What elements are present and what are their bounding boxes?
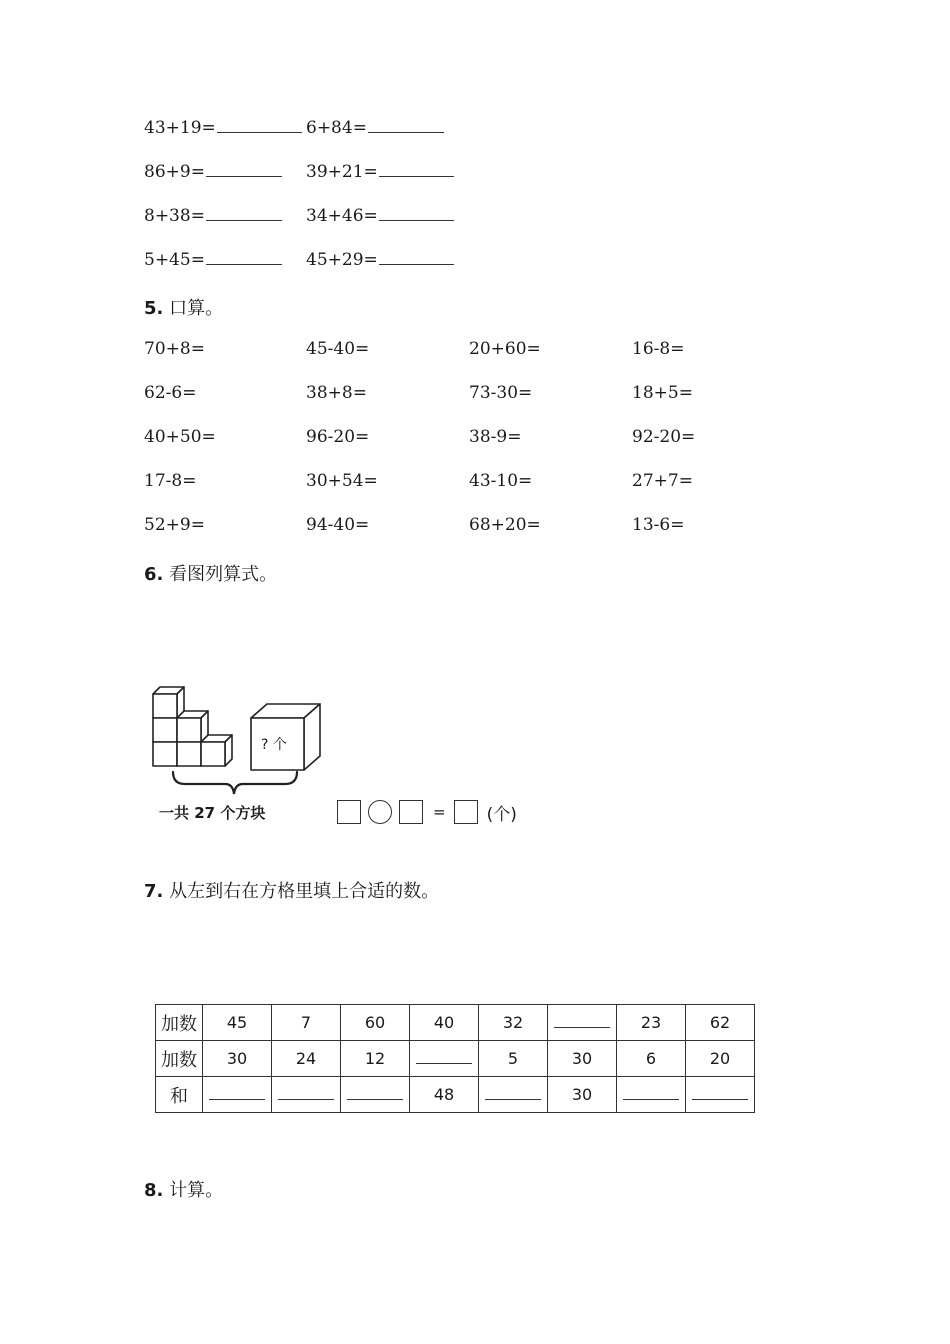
table-cell: 45 — [203, 1005, 272, 1041]
answer-box[interactable] — [399, 800, 423, 824]
answer-blank[interactable] — [379, 219, 454, 221]
equals-sign: = — [433, 803, 446, 821]
row-header: 加数 — [156, 1041, 203, 1077]
unit-label: (个) — [486, 804, 517, 825]
table-cell-blank[interactable] — [203, 1077, 272, 1113]
mental-math-item: 96-20= — [306, 427, 370, 447]
expression: 5+45= — [144, 250, 205, 270]
table-cell-blank[interactable] — [686, 1077, 755, 1113]
question-title: 看图列算式。 — [169, 564, 278, 585]
answer-blank[interactable] — [368, 131, 444, 133]
mental-math-item: 52+9= — [144, 515, 205, 535]
answer-blank[interactable] — [379, 263, 454, 265]
table-cell: 62 — [686, 1005, 755, 1041]
table-cell-blank[interactable] — [617, 1077, 686, 1113]
mental-math-item: 62-6= — [144, 383, 197, 403]
question-title: 口算。 — [169, 298, 224, 319]
answer-blank[interactable] — [485, 1085, 541, 1100]
mental-math-item: 38-9= — [469, 427, 522, 447]
mental-math-item: 68+20= — [469, 515, 541, 535]
answer-blank[interactable] — [206, 263, 282, 265]
answer-blank[interactable] — [206, 175, 282, 177]
table-cell: 12 — [341, 1041, 410, 1077]
table-cell: 5 — [479, 1041, 548, 1077]
cube-figure — [145, 676, 555, 836]
mental-math-item: 43-10= — [469, 471, 533, 491]
mental-math-item: 38+8= — [306, 383, 367, 403]
table-row — [156, 1077, 755, 1113]
result-box[interactable] — [454, 800, 478, 824]
row-header: 加数 — [156, 1005, 203, 1041]
answer-equation — [337, 797, 517, 827]
question-8-heading — [144, 1176, 223, 1202]
answer-blank[interactable] — [623, 1085, 679, 1100]
answer-box[interactable] — [337, 800, 361, 824]
question-6-heading — [144, 560, 277, 586]
question-number: 5. — [144, 298, 164, 319]
answer-blank[interactable] — [379, 175, 454, 177]
answer-blank[interactable] — [692, 1085, 748, 1100]
exercise-item — [306, 162, 454, 182]
mental-math-item: 17-8= — [144, 471, 197, 491]
exercise-item — [144, 206, 282, 226]
answer-blank[interactable] — [217, 131, 302, 133]
question-number: 8. — [144, 1180, 164, 1201]
exercise-item — [144, 162, 282, 182]
question-title: 计算。 — [169, 1180, 224, 1201]
table-cell: 30 — [548, 1041, 617, 1077]
mental-math-item: 73-30= — [469, 383, 533, 403]
table-cell: 24 — [272, 1041, 341, 1077]
table-cell: 30 — [203, 1041, 272, 1077]
table-cell: 60 — [341, 1005, 410, 1041]
table-row — [156, 1041, 755, 1077]
exercise-item — [306, 118, 444, 138]
table-cell: 40 — [410, 1005, 479, 1041]
table-cell-blank[interactable] — [479, 1077, 548, 1113]
question-number: 6. — [144, 564, 164, 585]
table-cell: 20 — [686, 1041, 755, 1077]
exercise-item — [306, 250, 454, 270]
expression: 39+21= — [306, 162, 378, 182]
table-cell: 7 — [272, 1005, 341, 1041]
expression: 43+19= — [144, 118, 216, 138]
mental-math-item: 70+8= — [144, 339, 205, 359]
answer-blank[interactable] — [416, 1049, 472, 1064]
unknown-count-label: ? 个 — [261, 737, 287, 753]
operator-circle[interactable] — [368, 800, 392, 824]
addition-table — [155, 1004, 755, 1113]
exercise-item — [144, 118, 302, 138]
mental-math-item: 92-20= — [632, 427, 696, 447]
figure-caption: 一共 27 个方块 — [159, 804, 266, 822]
table-cell-blank[interactable] — [341, 1077, 410, 1113]
table-cell-blank[interactable] — [410, 1041, 479, 1077]
question-5-heading — [144, 294, 223, 320]
exercise-item — [306, 206, 454, 226]
table-cell: 23 — [617, 1005, 686, 1041]
answer-blank[interactable] — [278, 1085, 334, 1100]
question-title: 从左到右在方格里填上合适的数。 — [169, 881, 440, 902]
expression: 8+38= — [144, 206, 205, 226]
table-cell: 6 — [617, 1041, 686, 1077]
mental-math-item: 30+54= — [306, 471, 378, 491]
expression: 6+84= — [306, 118, 367, 138]
mental-math-item: 45-40= — [306, 339, 370, 359]
table-cell: 32 — [479, 1005, 548, 1041]
mental-math-item: 13-6= — [632, 515, 685, 535]
answer-blank[interactable] — [209, 1085, 265, 1100]
mental-math-item: 94-40= — [306, 515, 370, 535]
question-number: 7. — [144, 881, 164, 902]
table-row — [156, 1005, 755, 1041]
mental-math-item: 27+7= — [632, 471, 693, 491]
expression: 34+46= — [306, 206, 378, 226]
exercise-item — [144, 250, 282, 270]
table-cell-blank[interactable] — [548, 1005, 617, 1041]
answer-blank[interactable] — [554, 1013, 610, 1028]
expression: 45+29= — [306, 250, 378, 270]
table-cell-blank[interactable] — [272, 1077, 341, 1113]
mental-math-item: 16-8= — [632, 339, 685, 359]
answer-blank[interactable] — [206, 219, 282, 221]
question-7-heading — [144, 877, 439, 903]
table-cell: 48 — [410, 1077, 479, 1113]
row-header: 和 — [156, 1077, 203, 1113]
mental-math-item: 40+50= — [144, 427, 216, 447]
answer-blank[interactable] — [347, 1085, 403, 1100]
expression: 86+9= — [144, 162, 205, 182]
mental-math-item: 20+60= — [469, 339, 541, 359]
table-cell: 30 — [548, 1077, 617, 1113]
mental-math-item: 18+5= — [632, 383, 693, 403]
